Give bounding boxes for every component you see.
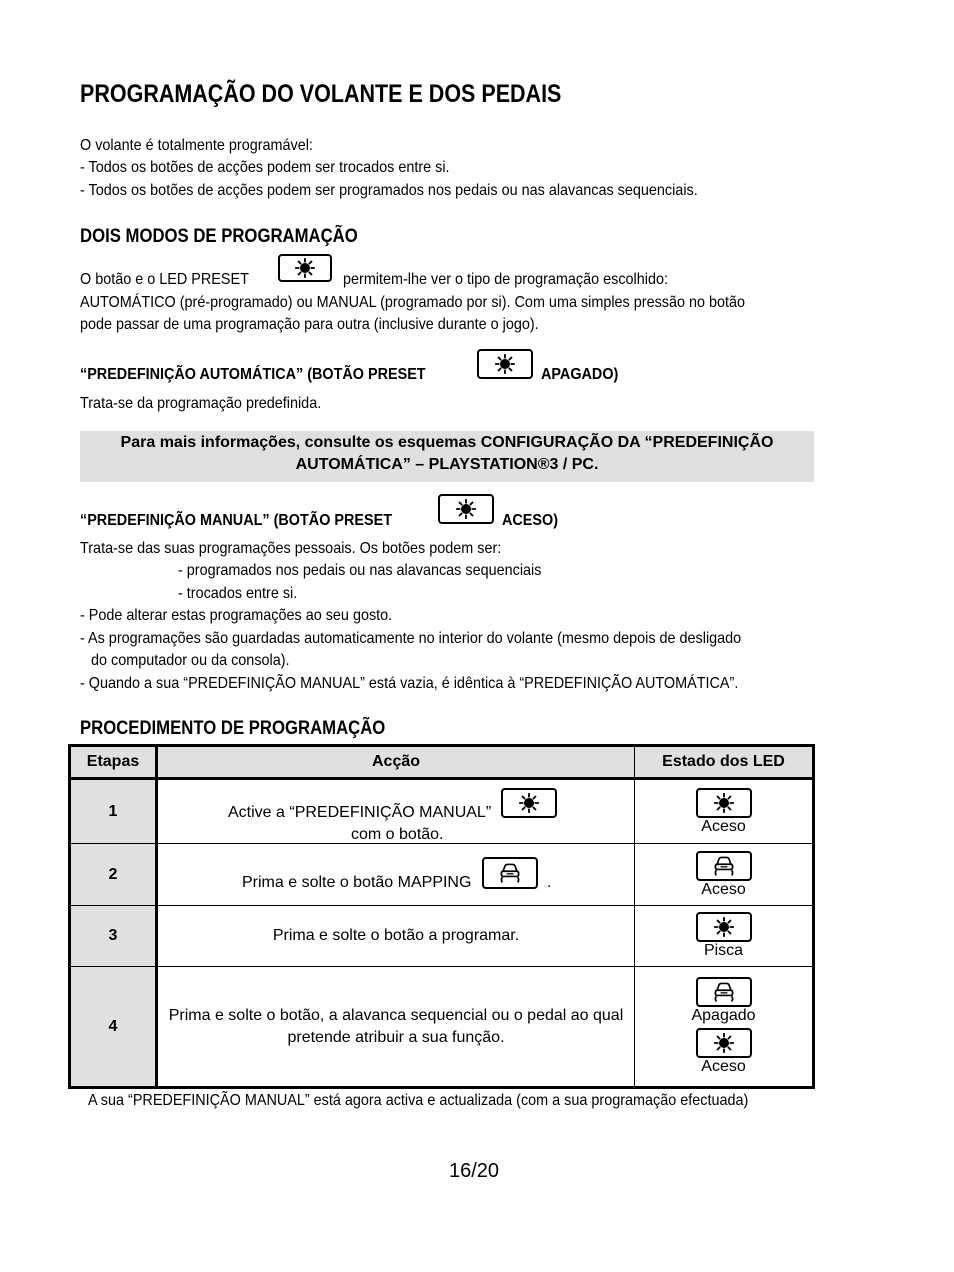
action-text: com o botão. (351, 825, 444, 843)
action-text: . (547, 873, 552, 891)
column-header: Acção (157, 746, 635, 779)
modes-text: AUTOMÁTICO (pré-programado) ou MANUAL (programado por si). Com uma simples pressão no botão (80, 294, 746, 311)
manual-line: Trata-se das suas programações pessoais. Os botões podem ser: (80, 540, 502, 557)
manual-line: do computador ou da consola). (91, 652, 290, 669)
info-note-box (80, 431, 814, 482)
page-title: PROGRAMAÇÃO DO VOLANTE E DOS PEDAIS (80, 80, 562, 108)
action-text: pretende atribuir a sua função. (287, 1028, 505, 1046)
car-mapping-icon (712, 855, 736, 877)
led-state: Aceso (701, 1058, 746, 1075)
action-cell (157, 967, 635, 1088)
preset-led-icon (696, 788, 752, 818)
action-cell (157, 844, 635, 906)
led-state: Aceso (701, 880, 746, 898)
manual-heading: “PREDEFINIÇÃO MANUAL” (BOTÃO PRESET (80, 512, 393, 529)
preset-button-icon (477, 349, 533, 379)
intro-line: - Todos os botões de acções podem ser programados nos pedais ou nas alavancas sequenciais. (80, 182, 698, 199)
led-state: Apagado (691, 1007, 756, 1024)
led-state: Aceso (701, 817, 746, 835)
note-line: Para mais informações, consulte os esquemas CONFIGURAÇÃO DA “PREDEFINIÇÃO (120, 434, 774, 451)
car-mapping-icon (712, 981, 736, 1003)
intro-line: O volante é totalmente programável: (80, 137, 313, 154)
led-cell (635, 779, 814, 844)
sun-icon (714, 793, 734, 813)
auto-heading: “PREDEFINIÇÃO AUTOMÁTICA” (BOTÃO PRESET (80, 366, 426, 383)
table-row (70, 906, 814, 967)
note-line: AUTOMÁTICA” – PLAYSTATION®3 / PC. (295, 456, 599, 473)
led-state: Pisca (703, 942, 744, 959)
manual-line: - programados nos pedais ou nas alavancas sequenciais (178, 562, 542, 579)
led-cell (635, 906, 814, 967)
table-row (70, 967, 814, 1088)
table-row (70, 844, 814, 906)
column-header: Etapas (70, 746, 157, 779)
step-number: 4 (70, 967, 157, 1088)
mapping-led-icon (696, 977, 752, 1007)
mapping-led-icon (696, 851, 752, 881)
preset-button-icon (501, 788, 557, 818)
led-cell (635, 844, 814, 906)
preset-led-icon (696, 1028, 752, 1058)
action-text: Prima e solte o botão a programar. (157, 906, 635, 967)
manual-line: - As programações são guardadas automaticamente no interior do volante (mesmo depois de desligado (80, 630, 742, 647)
manual-line: - Pode alterar estas programações ao seu gosto. (80, 607, 393, 624)
manual-heading-end: ACESO) (502, 512, 559, 529)
auto-text: Trata-se da programação predefinida. (80, 395, 322, 412)
intro-line: - Todos os botões de acções podem ser trocados entre si. (80, 159, 450, 176)
step-number: 1 (70, 779, 157, 844)
mapping-button-icon (482, 857, 538, 889)
step-number: 3 (70, 906, 157, 967)
step-number: 2 (70, 844, 157, 906)
preset-button-icon (438, 494, 494, 524)
preset-led-icon (696, 912, 752, 942)
modes-text-before: O botão e o LED PRESET (80, 271, 249, 288)
action-cell (157, 779, 635, 844)
procedure-footer: A sua “PREDEFINIÇÃO MANUAL” está agora activa e actualizada (com a sua programação efectuada) (88, 1092, 749, 1109)
action-text: Prima e solte o botão MAPPING (242, 873, 472, 891)
modes-text-after: permitem-lhe ver o tipo de programação escolhido: (343, 271, 668, 288)
sun-icon (495, 354, 515, 374)
car-mapping-icon (498, 862, 522, 884)
table-row (70, 779, 814, 844)
action-text: Active a “PREDEFINIÇÃO MANUAL” (228, 803, 492, 821)
column-header: Estado dos LED (635, 746, 814, 779)
manual-line: - trocados entre si. (178, 585, 298, 602)
procedure-table (68, 744, 815, 1089)
led-cell (635, 967, 814, 1088)
sun-icon (714, 917, 734, 937)
sun-icon (295, 258, 315, 278)
manual-line: - Quando a sua “PREDEFINIÇÃO MANUAL” está vazia, é idêntica à “PREDEFINIÇÃO AUTOMÁTICA”. (80, 675, 739, 692)
sun-icon (714, 1033, 734, 1053)
auto-heading-end: APAGADO) (541, 366, 619, 383)
section-heading-modes: DOIS MODOS DE PROGRAMAÇÃO (80, 226, 358, 247)
page-number: 16/20 (449, 1160, 500, 1182)
action-text: Prima e solte o botão, a alavanca sequencial ou o pedal ao qual (168, 1006, 624, 1024)
section-heading-procedure: PROCEDIMENTO DE PROGRAMAÇÃO (80, 718, 386, 739)
modes-text: pode passar de uma programação para outra (inclusive durante o jogo). (80, 316, 539, 333)
preset-button-icon (278, 254, 332, 282)
sun-icon (519, 793, 539, 813)
table-header-row (70, 746, 814, 779)
sun-icon (456, 499, 476, 519)
